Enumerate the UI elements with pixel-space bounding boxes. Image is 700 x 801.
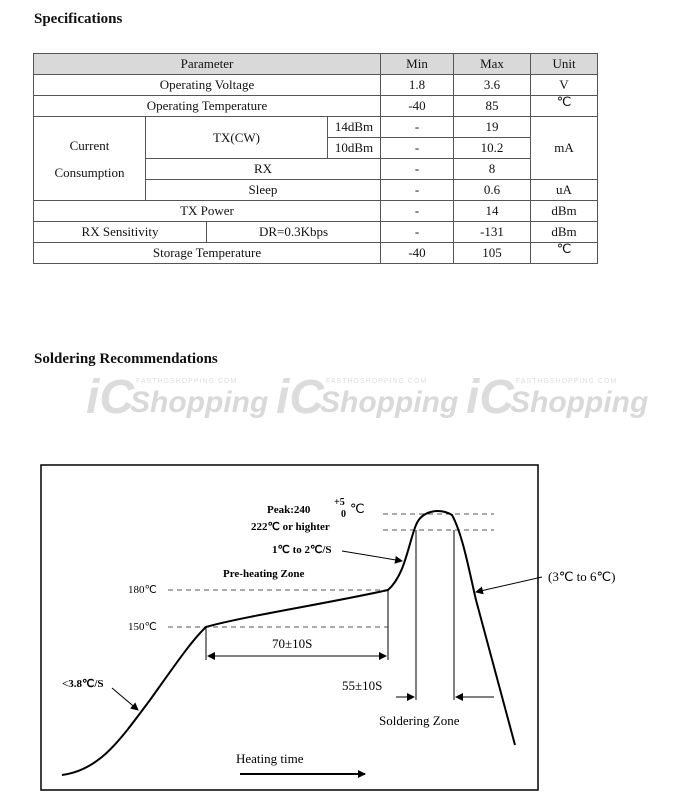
row-unit: dBm — [531, 201, 598, 222]
temp-180-label: 180℃ — [128, 584, 157, 596]
cool-rate-arrow — [476, 577, 542, 592]
watermark-big-text: Shopping — [130, 386, 269, 419]
temp-150-label: 150℃ — [128, 621, 157, 633]
tx-cw-label: TX(CW) — [146, 117, 328, 159]
current-label-line1: Current — [69, 137, 110, 153]
header-unit: Unit — [531, 54, 598, 75]
row-label: Operating Temperature — [34, 96, 381, 117]
header-parameter: Parameter — [34, 54, 381, 75]
row-min: - — [381, 201, 454, 222]
row-unit: dBm — [531, 222, 598, 243]
row-max: 85 — [454, 96, 531, 117]
row-label: RX — [146, 159, 381, 180]
row-max: 8 — [454, 159, 531, 180]
row-min: - — [381, 222, 454, 243]
peak-unit-label: ℃ — [350, 501, 365, 516]
row-label: RX Sensitivity — [34, 222, 207, 243]
row-min: 1.8 — [381, 75, 454, 96]
row-max: 10.2 — [454, 138, 531, 159]
row-min: - — [381, 117, 454, 138]
header-max: Max — [454, 54, 531, 75]
row-unit: ℃ — [531, 243, 598, 264]
soldering-zone-label: Soldering Zone — [379, 713, 460, 728]
watermark-big-text: Shopping — [320, 386, 459, 419]
initial-rate-arrow — [112, 688, 138, 710]
row-condition: DR=0.3Kbps — [207, 222, 381, 243]
header-min: Min — [381, 54, 454, 75]
row-unit: ℃ — [531, 96, 598, 117]
watermark-small-text: FASTHGSHOPPING.COM — [516, 378, 618, 385]
row-min: -40 — [381, 96, 454, 117]
watermark-small-text: FASTHGSHOPPING.COM — [136, 378, 238, 385]
watermark-ic-logo: iC — [466, 371, 514, 424]
initial-rate-label: <3.8℃/S — [62, 678, 104, 690]
hold-temp-label: 222℃ or highter — [251, 521, 330, 533]
cool-rate-label: (3℃ to 6℃) — [548, 569, 616, 584]
row-max: 19 — [454, 117, 531, 138]
row-min: -40 — [381, 243, 454, 264]
row-label: Storage Temperature — [34, 243, 381, 264]
watermark-ic-logo: iC — [86, 371, 134, 424]
rise-rate-label: 1℃ to 2℃/S — [272, 544, 332, 556]
rise-rate-arrow — [342, 551, 402, 561]
heating-time-label: Heating time — [236, 751, 304, 766]
peak-plus-label: +5 — [334, 497, 345, 508]
row-label: Operating Voltage — [34, 75, 381, 96]
preheat-zone-label: Pre-heating Zone — [223, 568, 305, 580]
specifications-title: Specifications — [34, 11, 123, 27]
row-max: 105 — [454, 243, 531, 264]
row-max: -131 — [454, 222, 531, 243]
row-min: - — [381, 159, 454, 180]
row-unit: uA — [531, 180, 598, 201]
row-min: - — [381, 180, 454, 201]
row-unit: mA — [531, 117, 598, 180]
row-max: 0.6 — [454, 180, 531, 201]
watermark-big-text: Shopping — [510, 386, 649, 419]
row-label: Sleep — [146, 180, 381, 201]
peak-label: Peak:240 — [267, 504, 311, 516]
row-label: 10dBm — [328, 138, 381, 159]
preheat-time-label: 70±10S — [272, 636, 313, 651]
row-label: 14dBm — [328, 117, 381, 138]
row-max: 3.6 — [454, 75, 531, 96]
solder-time-label: 55±10S — [342, 678, 383, 693]
row-unit: V — [531, 75, 598, 96]
watermark-ic-logo: iC — [276, 371, 324, 424]
watermark-small-text: FASTHGSHOPPING.COM — [326, 378, 428, 385]
row-label: TX Power — [34, 201, 381, 222]
row-min: - — [381, 138, 454, 159]
current-label-line2: Consumption — [54, 164, 125, 180]
soldering-title: Soldering Recommendations — [34, 351, 218, 367]
row-max: 14 — [454, 201, 531, 222]
peak-zero-label: 0 — [341, 509, 346, 520]
